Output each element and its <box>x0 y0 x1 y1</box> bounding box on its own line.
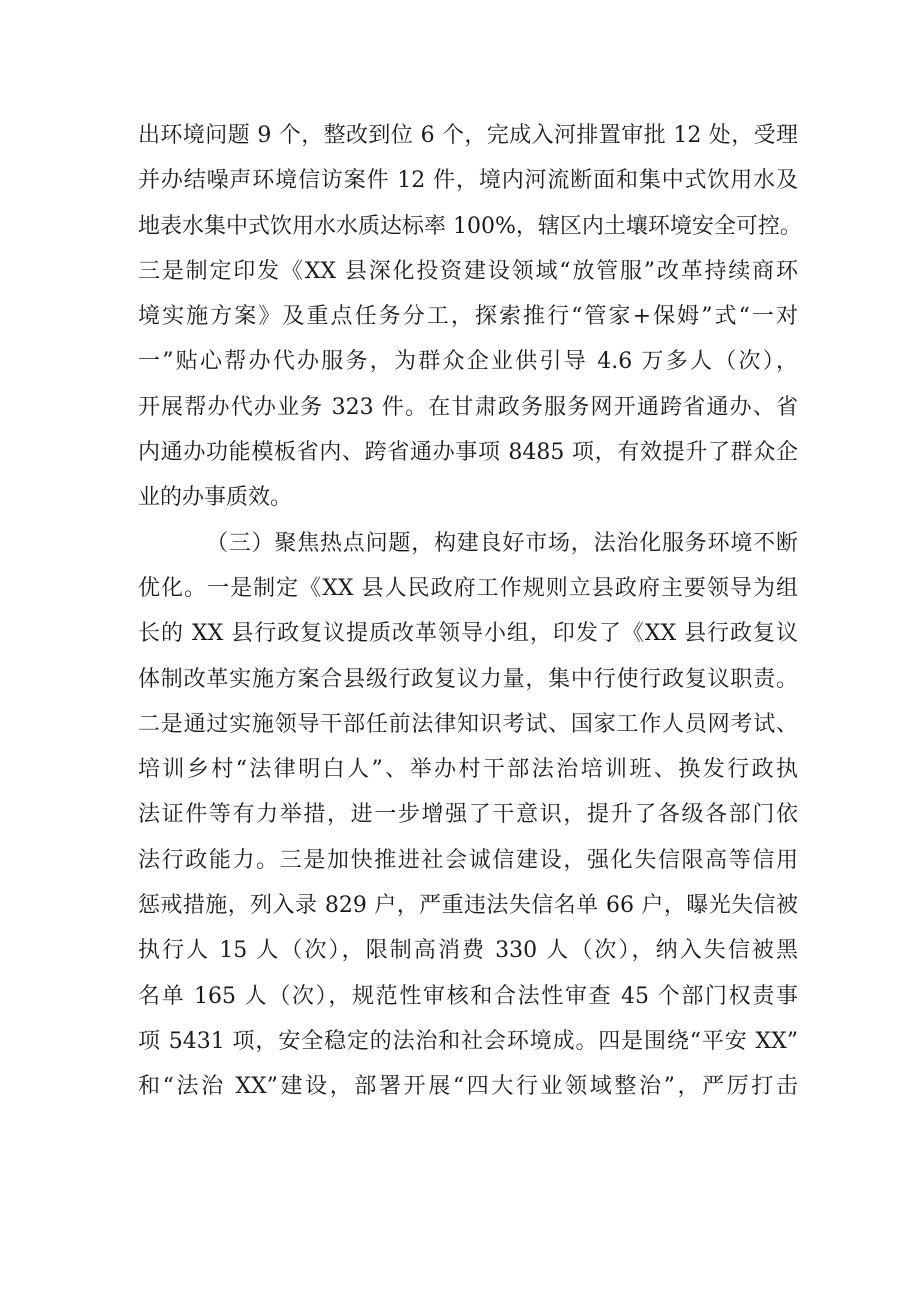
text-line: 和“法治 XX”建设，部署开展“四大行业领域整治”，严厉打击 <box>138 1074 798 1100</box>
text-line: 长的 XX 县行政复议提质改革领导小组，印发了《XX 县行政复议 <box>138 621 798 647</box>
text-line: 三是制定印发《XX 县深化投资建设领域“放管服”改革持续商环 <box>138 258 798 284</box>
body-text <box>138 113 802 1110</box>
section-heading-line: （三）聚焦热点问题，构建良好市场，法治化服务环境不断 <box>206 530 798 556</box>
text-line: 优化。一是制定《XX 县人民政府工作规则立县政府主要领导为组 <box>138 575 798 601</box>
text-line: 法证件等有力举措，进一步增强了干意识，提升了各级各部门依 <box>138 802 798 828</box>
text-line: 项 5431 项，安全稳定的法治和社会环境成。四是围绕“平安 XX” <box>138 1028 798 1054</box>
text-line: 业的办事质效。 <box>138 485 293 511</box>
text-line: 二是通过实施领导干部任前法律知识考试、国家工作人员网考试、 <box>138 711 798 737</box>
text-line: 开展帮办代办业务 323 件。在甘肃政务服务网开通跨省通办、省 <box>138 394 798 420</box>
text-line: 法行政能力。三是加快推进社会诚信建设，强化失信限高等信用 <box>138 847 798 873</box>
text-line: 执行人 15 人（次），限制高消费 330 人（次），纳入失信被黑 <box>138 938 798 964</box>
text-line: 境实施方案》及重点任务分工，探索推行“管家+保姆”式“一对 <box>138 304 798 330</box>
text-line: 内通办功能模板省内、跨省通办事项 8485 项，有效提升了群众企 <box>138 440 798 466</box>
text-line: 出环境问题 9 个，整改到位 6 个，完成入河排置审批 12 处，受理 <box>138 123 798 148</box>
text-line: 体制改革实施方案合县级行政复议力量，集中行使行政复议职责。 <box>138 666 798 692</box>
text-line: 一”贴心帮办代办服务，为群众企业供引导 4.6 万多人（次）， <box>138 349 798 375</box>
text-line: 名单 165 人（次），规范性审核和合法性审查 45 个部门权责事 <box>138 983 798 1009</box>
text-line: 地表水集中式饮用水水质达标率 100%，辖区内土壤环境安全可控。 <box>138 213 802 239</box>
text-line: 培训乡村“法律明白人”、举办村干部法治培训班、换发行政执 <box>138 757 798 783</box>
text-line: 并办结噪声环境信访案件 12 件，境内河流断面和集中式饮用水及 <box>138 168 798 194</box>
text-line: 惩戒措施，列入录 829 户，严重违法失信名单 66 户，曝光失信被 <box>138 893 798 919</box>
